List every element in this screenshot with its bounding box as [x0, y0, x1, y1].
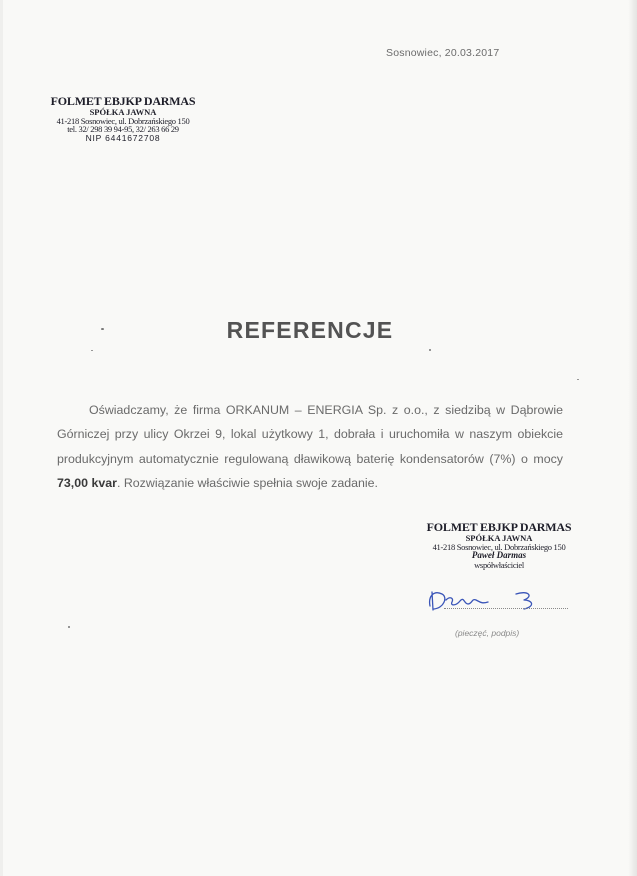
page-edge-right: [628, 0, 637, 876]
stamp-address: 41-218 Sosnowiec, ul. Dobrzańskiego 150: [56, 115, 190, 126]
body-text-after: . Rozwiązanie właściwie spełnia swoje zadanie.: [116, 475, 378, 490]
handwritten-signature: [424, 582, 548, 616]
body-power-value: 73,00 kvar: [57, 475, 117, 490]
scan-speck: [91, 350, 93, 351]
signature-stamp-role: współwłaściciel: [474, 559, 524, 570]
signature-stamp-company-name: FOLMET EBJKP DARMAS: [426, 520, 572, 534]
body-text-before: Oświadczamy, że firma ORKANUM – ENERGIA Sp. z o.o., z siedzibą w Dąbrowie Górniczej przy ulicy Okrzei 9, lokal użytkowy 1, dobrała i uruchomiła w naszym obiekcie produkcyjnym automatycznie regulowaną dławikową baterię kondensatorów (7%) o mocy: [57, 403, 563, 466]
scan-speck: [101, 328, 104, 330]
page-edge-left: [0, 0, 3, 876]
signature-stamp-company-type: SPÓŁKA JAWNA: [465, 532, 533, 543]
signature-stamp-address: 41-218 Sosnowiec, ul. Dobrzańskiego 150: [432, 541, 566, 552]
stamp-phone: tel. 32/ 298 39 94-95, 32/ 263 66 29: [67, 124, 179, 135]
company-stamp-header: [50, 95, 196, 143]
signature-line: [444, 608, 568, 609]
document-title: REFERENCJE: [226, 317, 394, 343]
stamp-company-name: FOLMET EBJKP DARMAS: [50, 94, 196, 108]
scan-speck: [577, 379, 579, 380]
reference-body: [57, 398, 563, 495]
signature-stamp: [424, 521, 574, 570]
place-date: Sosnowiec, 20.03.2017: [386, 47, 500, 59]
signature-stamp-person: Paweł Darmas: [471, 550, 527, 561]
stamp-company-type: SPÓŁKA JAWNA: [89, 106, 157, 117]
signature-caption: (pieczęć, podpis): [455, 628, 520, 638]
scan-speck: [68, 626, 70, 628]
stamp-nip: NIP 6441672708: [85, 133, 161, 144]
scan-speck: [429, 349, 431, 351]
